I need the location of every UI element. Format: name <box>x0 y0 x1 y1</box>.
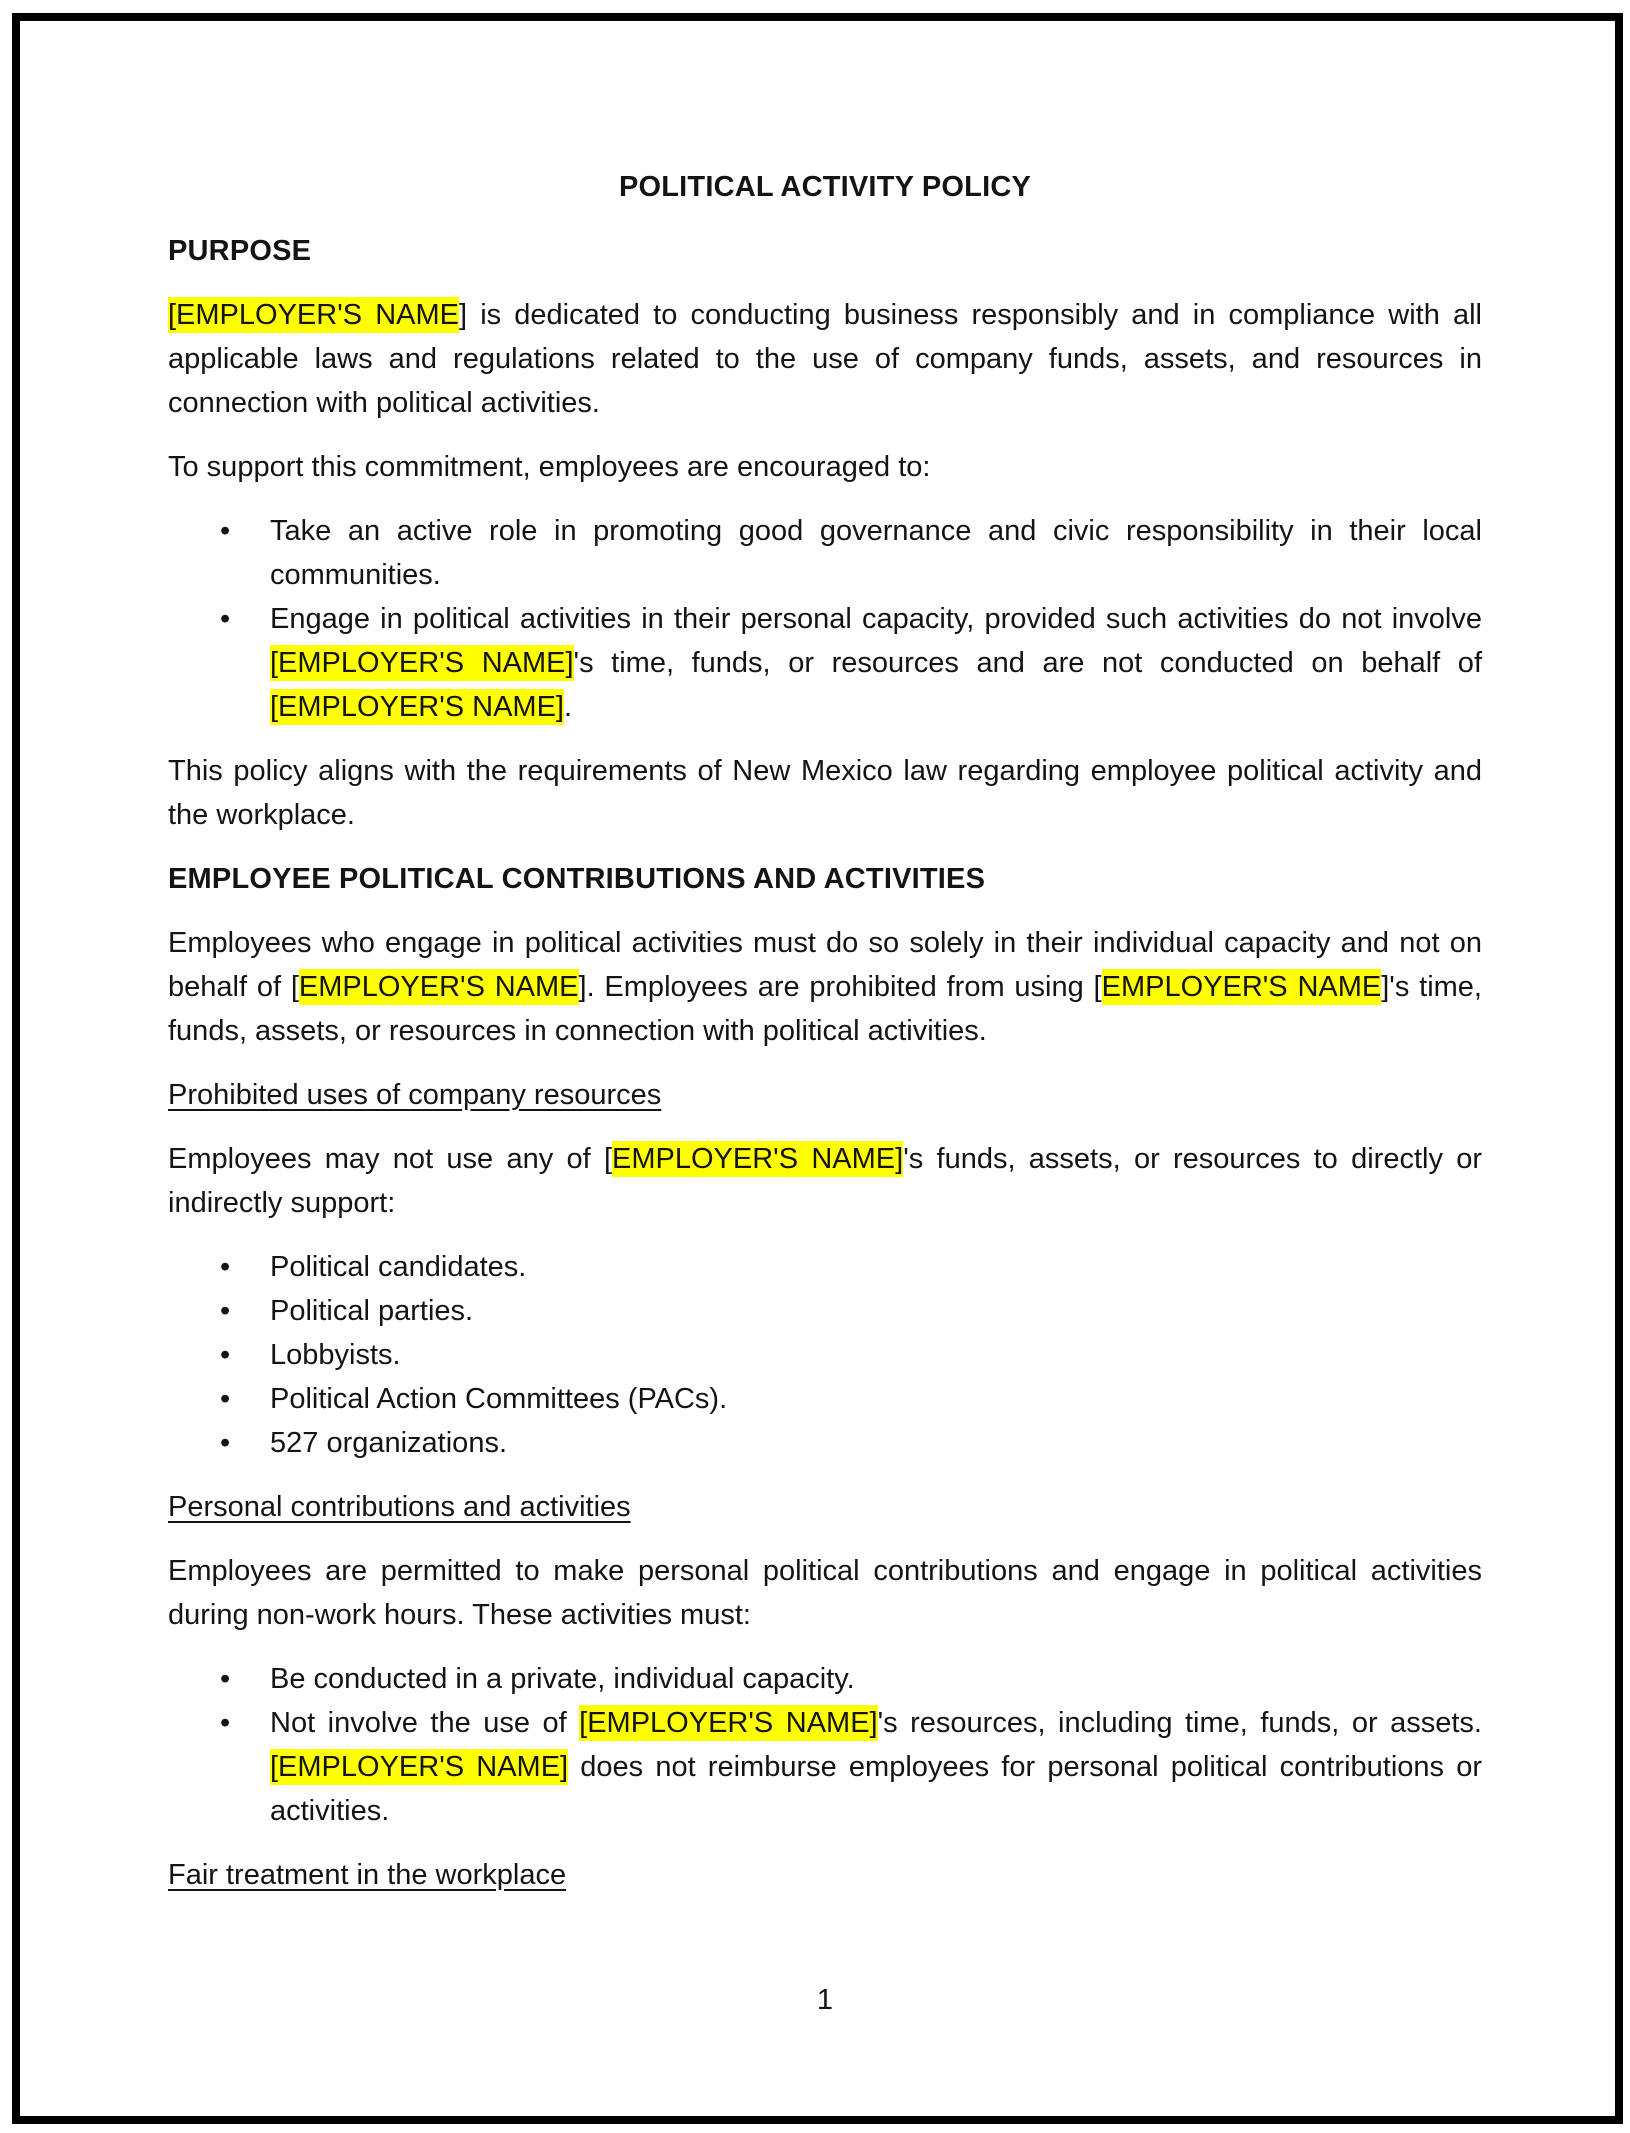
list-item <box>270 1333 1482 1377</box>
employer-name-placeholder: EMPLOYER'S NAME <box>1101 971 1382 1003</box>
text-run: Not involve the use of <box>270 1707 580 1739</box>
list-item <box>270 1377 1482 1421</box>
text-run: 's time, funds, or resources and are not conducted on behalf of <box>573 647 1482 679</box>
paragraph <box>168 749 1482 837</box>
list-item <box>270 1421 1482 1465</box>
paragraph <box>168 293 1482 425</box>
text-run: Be conducted in a private, individual capacity. <box>270 1663 855 1695</box>
text-run: Engage in political activities in their personal capacity, provided such activities do not involve <box>270 603 1482 635</box>
employer-name-placeholder: [EMPLOYER'S NAME] <box>270 691 564 723</box>
text-run: This policy aligns with the requirements of New Mexico law regarding employee political activity and the workplace. <box>168 755 1482 831</box>
text-run: To support this commitment, employees are encouraged to: <box>168 451 931 483</box>
paragraph <box>168 921 1482 1053</box>
text-run: ] is dedicated to conducting business responsibly and in compliance with all applicable laws and regulations related to the use of company funds, assets, and resources in connection with political activities. <box>168 299 1482 419</box>
document-body <box>168 229 1482 1897</box>
bullet-list <box>168 1245 1482 1465</box>
sub-heading: Personal contributions and activities <box>168 1491 631 1523</box>
text-run: 's resources, including time, funds, or assets. <box>877 1707 1482 1739</box>
text-run: Political parties. <box>270 1295 474 1327</box>
page-number: 1 <box>816 1984 834 2016</box>
list-item <box>270 509 1482 597</box>
employer-name-placeholder: [EMPLOYER'S NAME] <box>579 1707 878 1739</box>
page-content <box>168 0 1482 1917</box>
section-heading: EMPLOYEE POLITICAL CONTRIBUTIONS AND ACTIVITIES <box>168 863 986 895</box>
text-run: Employees may not use any of [ <box>168 1143 613 1175</box>
list-item <box>270 1701 1482 1833</box>
text-run: ]. Employees are prohibited from using [ <box>578 971 1102 1003</box>
text-run: Political candidates. <box>270 1251 527 1283</box>
bullet-list <box>168 509 1482 729</box>
employer-name-placeholder: EMPLOYER'S NAME] <box>612 1143 904 1175</box>
list-item <box>270 1657 1482 1701</box>
paragraph <box>168 1549 1482 1637</box>
text-run: 527 organizations. <box>270 1427 507 1459</box>
text-run: does not reimburse employees for personal political contributions or activities. <box>270 1751 1482 1827</box>
sub-heading: Fair treatment in the workplace <box>168 1859 567 1891</box>
sub-heading: Prohibited uses of company resources <box>168 1079 662 1111</box>
list-item <box>270 1289 1482 1333</box>
bullet-list <box>168 1657 1482 1833</box>
paragraph <box>168 445 1482 489</box>
list-item <box>270 597 1482 729</box>
employer-name-placeholder: [EMPLOYER'S NAME] <box>270 1751 569 1783</box>
text-run: Employees who engage in political activities must do so solely in their individual capacity and not on behalf of [ <box>168 927 1482 1003</box>
employer-name-placeholder: [EMPLOYER'S NAME] <box>270 647 574 679</box>
section-heading: PURPOSE <box>168 235 312 267</box>
text-run: 's funds, assets, or resources to directly or indirectly support: <box>168 1143 1483 1219</box>
list-item <box>270 1245 1482 1289</box>
paragraph <box>168 1137 1482 1225</box>
text-run: Political Action Committees (PACs). <box>270 1383 728 1415</box>
text-run: . <box>564 691 573 723</box>
text-run: ]'s time, funds, assets, or resources in connection with political activities. <box>168 971 1482 1047</box>
employer-name-placeholder: [EMPLOYER'S NAME <box>168 299 460 331</box>
text-run: Employees are permitted to make personal political contributions and engage in political activities during non-work hours. These activities must: <box>168 1555 1482 1631</box>
document-title: POLITICAL ACTIVITY POLICY <box>618 171 1032 203</box>
text-run: Lobbyists. <box>270 1339 401 1371</box>
text-run: Take an active role in promoting good governance and civic responsibility in their local communities. <box>270 515 1482 591</box>
employer-name-placeholder: EMPLOYER'S NAME <box>298 971 579 1003</box>
